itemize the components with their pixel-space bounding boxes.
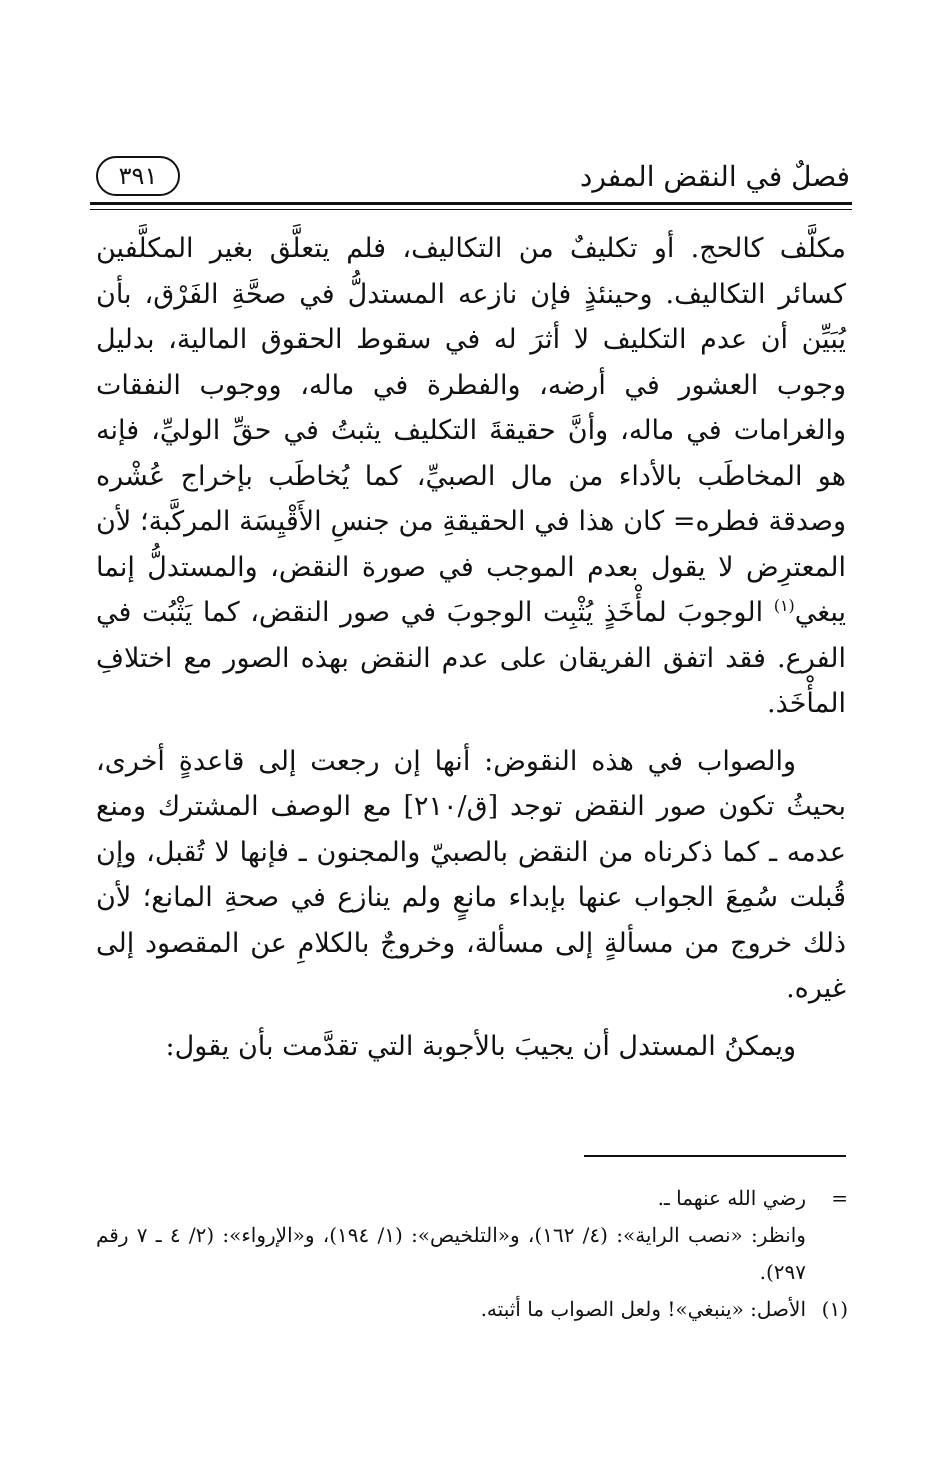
footnote-continuation-mark: = xyxy=(831,1186,848,1210)
paragraph-2: والصواب في هذه النقوض: أنها إن رجعت إلى قاعدةٍ أخرى، بحيثُ تكون صور النقض توجد [ق/٢١٠] مع الوصف المشترك ومنع عدمه ـ كما ذكرناه من النقض بالصبيّ والمجنون ـ فإنها لا تُقبل، وإن قُبلت سُمِعَ الجواب عنها بإبداء مانعٍ ولم ينازع في صحةِ المانع؛ لأن ذلك خروج من مسألةٍ إلى مسألة، وخروجٌ بالكلامِ عن المقصود إلى غيره. xyxy=(96,745,846,1004)
footnote-continuation-2 xyxy=(96,1217,848,1291)
footnote-1 xyxy=(96,1291,848,1328)
paragraph-1-end: الوجوبَ لمأْخَذٍ يُثْبِت الوجوبَ في صور النقض، كما يَثْبُت في الفرع. فقد اتفق الفريقان على عدم النقض بهذه الصور مع اختلافِ المأْخَذ. xyxy=(96,597,846,719)
header-rule-thin xyxy=(90,209,852,210)
page-number-badge: ٣٩١ xyxy=(96,156,180,196)
footnote-1-text: الأصل: «ينبغي»! ولعل الصواب ما أثبته. xyxy=(480,1297,806,1321)
footnote-continuation xyxy=(96,1180,848,1217)
footnotes xyxy=(96,1180,848,1328)
page-header xyxy=(90,150,852,206)
footnote-continuation-line1: رضي الله عنهما ـ. xyxy=(657,1186,806,1210)
footnote-marker-1: (١) xyxy=(773,596,795,615)
footnote-1-label: (١) xyxy=(821,1297,848,1321)
running-title: فصلٌ في النقض المفرد xyxy=(579,160,850,193)
footnote-separator xyxy=(584,1155,846,1157)
main-text xyxy=(96,226,846,1069)
footnote-continuation-line2: وانظر: «نصب الراية»: (٤/ ١٦٢)، و«التلخيص»: (١/ ١٩٤)، و«الإرواء»: (٢/ ٤ ـ ٧ رقم ٢٩٧). xyxy=(96,1223,806,1284)
header-rule-thick xyxy=(90,202,852,205)
paragraph-3: ويمكنُ المستدل أن يجيبَ بالأجوبة التي تقدَّمت بأن يقول: xyxy=(165,1030,796,1062)
paragraph-1-text: مكلَّف كالحج. أو تكليفٌ من التكاليف، فلم يتعلَّق بغير المكلَّفين كسائر التكاليف. وحينئذٍ فإن نازعه المستدلُّ في صحَّةِ الفَرْق، بأن يُبَيِّن أن عدم التكليف لا أثرَ له في سقوط الحقوق المالية، بدليل وجوب العشور في أرضه، والفطرة في ماله، ووجوب النفقات والغرامات في ماله، وأنَّ حقيقةَ التكليف يثبتُ في حقِّ الوليِّ، فإنه هو المخاطَب بالأداء من مال الصبيِّ، كما يُخاطَب بإخراج عُشْره وصدقة فطره= كان هذا في الحقيقةِ من جنسِ الأَقْيِسَة المركَّبة؛ لأن المعترِض لا يقول بعدم الموجب في صورة النقض، والمستدلُّ إنما يبغي xyxy=(96,233,846,628)
paragraph-1 xyxy=(96,226,846,727)
